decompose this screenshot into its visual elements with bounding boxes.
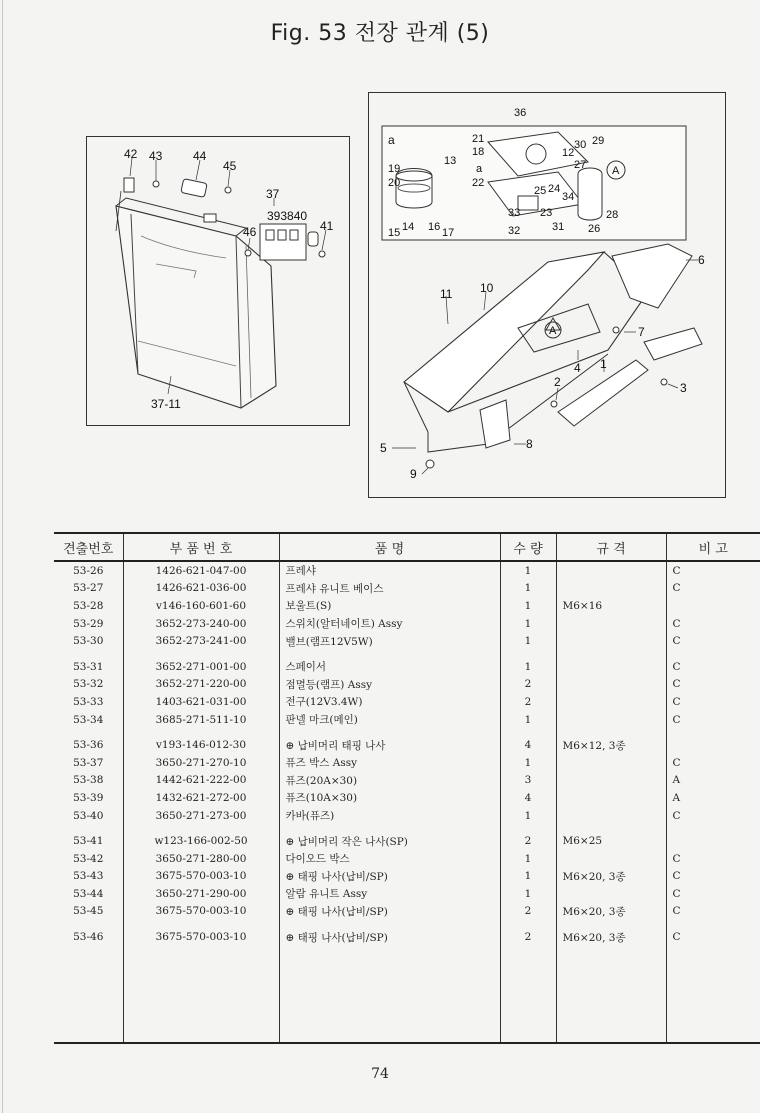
cell-part-no: w123-166-002-50 [123,832,279,850]
cell-ref: 53-41 [73,835,104,848]
inset-callout-36: 36 [514,107,527,119]
cell-remark: C [666,580,760,598]
cell-remark: C [666,561,760,580]
inset-callout-34: 34 [562,191,575,203]
callout-46: 46 [243,225,257,239]
inset-callout-17: 17 [442,227,455,239]
cell-part-no: 3685-271-511-10 [123,711,279,729]
cell-spec: M6×12, 3종 [556,736,666,754]
cell-qty: 1 [500,754,556,772]
cell-qty: 1 [500,711,556,729]
cell-remark [666,832,760,850]
inset-callout-22: 22 [472,177,485,189]
cell-name: 퓨즈 박스 Assy [279,754,500,772]
inset-callout-24: 24 [548,183,561,195]
cell-part-no: 3652-271-001-00 [123,658,279,676]
cell-spec: M6×20, 3종 [556,903,666,921]
table-empty-space [54,946,760,1043]
callout-11: 11 [440,287,453,301]
callout-6: 6 [698,253,705,267]
header-quantity: 수 량 [500,533,556,561]
cell-qty: 2 [500,693,556,711]
cell-ref: 53-44 [73,887,104,900]
callout-8: 8 [526,437,533,451]
inset-callout-a: a [476,163,483,175]
cell-part-no: 1426-621-047-00 [123,561,279,580]
cell-ref: 53-26 [73,564,104,577]
cell-name: 카바(퓨즈) [279,807,500,825]
cell-spec [556,561,666,580]
cell-part-no: 3675-570-003-10 [123,868,279,886]
header-part-name: 품 명 [279,533,500,561]
cell-part-no: 3675-570-003-10 [123,903,279,921]
cell-spec [556,772,666,790]
cell-spec [556,789,666,807]
table-gap [54,650,760,658]
cell-name: 보울트(S) [279,597,500,615]
table-row [54,772,760,790]
cell-ref: 53-27 [73,582,104,595]
inset-callout-30: 30 [574,139,587,151]
cell-spec [556,676,666,694]
callout-3: 3 [680,381,687,395]
parts-table [54,532,760,1044]
cell-spec [556,711,666,729]
table-row [54,693,760,711]
cell-remark: C [666,754,760,772]
cell-qty: 1 [500,580,556,598]
cell-qty: 1 [500,597,556,615]
cell-name: 프레샤 유니트 베이스 [279,580,500,598]
cell-remark [666,736,760,754]
cell-qty: 2 [500,832,556,850]
cell-qty: 1 [500,658,556,676]
cell-ref: 53-37 [73,756,104,769]
cell-qty: 2 [500,903,556,921]
cell-qty: 2 [500,676,556,694]
cell-remark: A [666,772,760,790]
inset-callout-32: 32 [508,225,521,237]
cell-part-no: 1403-621-031-00 [123,693,279,711]
figure-title: Fig. 53 전장 관계 (5) [270,21,490,46]
cell-remark: C [666,676,760,694]
inset-callout-16: 16 [428,221,441,233]
cell-ref: 53-34 [73,713,104,726]
table-row [54,903,760,921]
callout-37: 37 [266,187,280,201]
table-header-row [54,533,760,561]
cell-part-no: 1426-621-036-00 [123,580,279,598]
inset-callout-25: 25 [534,185,547,197]
inset-callout-28: 28 [606,209,619,221]
inset-callout-19: 19 [388,163,401,175]
cell-spec [556,754,666,772]
cell-ref: 53-33 [73,695,104,708]
cell-ref: 53-39 [73,791,104,804]
cell-qty: 1 [500,868,556,886]
table-row [54,807,760,825]
cell-qty: 4 [500,789,556,807]
inset-callout-29: 29 [592,135,605,147]
inset-callout-15: 15 [388,227,401,239]
cell-ref: 53-45 [73,905,104,918]
cell-spec: M6×16 [556,597,666,615]
callout-39-38-40: 393840 [267,209,308,223]
marker-A-console: A [549,325,557,337]
cell-remark: C [666,903,760,921]
cell-ref: 53-32 [73,678,104,691]
cell-remark: C [666,868,760,886]
cell-spec: M6×25 [556,832,666,850]
inset-callout-23: 23 [540,207,553,219]
table-row [54,580,760,598]
table-row [54,597,760,615]
cell-spec [556,580,666,598]
inset-callout-21: 21 [472,133,485,145]
cell-name: 전구(12V3.4W) [279,693,500,711]
cell-remark: C [666,885,760,903]
cell-spec [556,632,666,650]
cell-part-no: 3652-273-240-00 [123,615,279,633]
cell-part-no: 3652-271-220-00 [123,676,279,694]
fuse-box-drawing [86,136,350,426]
header-remarks: 비 고 [666,533,760,561]
cell-ref: 53-31 [73,660,104,673]
cell-name: ⊕ 납비머리 태핑 나사 [279,736,500,754]
cell-ref: 53-46 [73,931,104,944]
cell-name: ⊕ 납비머리 작은 나사(SP) [279,832,500,850]
cell-ref: 53-30 [73,635,104,648]
cell-name: ⊕ 태핑 나사(납비/SP) [279,928,500,946]
table-row [54,736,760,754]
cell-spec [556,807,666,825]
cell-spec: M6×20, 3종 [556,928,666,946]
table-row [54,832,760,850]
cell-qty: 2 [500,928,556,946]
inset-callout-14: 14 [402,221,415,233]
callout-45: 45 [223,159,237,173]
cell-ref: 53-28 [73,599,104,612]
cell-part-no: 3650-271-290-00 [123,885,279,903]
callout-44: 44 [193,149,207,163]
cell-remark: C [666,693,760,711]
cell-remark: C [666,615,760,633]
cell-ref: 53-29 [73,617,104,630]
cell-name: 스위치(알터네이트) Assy [279,615,500,633]
cell-name: 점멸등(램프) Assy [279,676,500,694]
cell-ref: 53-36 [73,739,104,752]
marker-A-inset: A [612,165,620,177]
cell-name: 다이오드 박스 [279,850,500,868]
callout-2: 2 [554,375,561,389]
inset-callout-31: 31 [552,221,565,233]
cell-spec [556,885,666,903]
cell-remark: C [666,807,760,825]
cell-name: 알람 유니트 Assy [279,885,500,903]
cell-ref: 53-43 [73,870,104,883]
callout-5: 5 [380,441,387,455]
cell-part-no: 3650-271-280-00 [123,850,279,868]
cell-ref: 53-38 [73,774,104,787]
cell-qty: 3 [500,772,556,790]
cell-qty: 1 [500,885,556,903]
cell-spec: M6×20, 3종 [556,868,666,886]
inset-label-a: a [388,133,395,147]
cell-name: 밸브(램프12V5W) [279,632,500,650]
cell-qty: 1 [500,615,556,633]
header-spec: 규 격 [556,533,666,561]
figure-right-console [368,92,726,498]
callout-1: 1 [600,357,607,371]
header-part-no: 부 품 번 호 [123,533,279,561]
cell-name: ⊕ 태핑 나사(납비/SP) [279,903,500,921]
table-row [54,632,760,650]
cell-name: ⊕ 태핑 나사(납비/SP) [279,868,500,886]
table-row [54,928,760,946]
callout-10: 10 [480,281,494,295]
cell-remark: C [666,632,760,650]
callout-42: 42 [124,147,138,161]
scan-edge [2,0,3,1113]
cell-name: 판넬 마크(메인) [279,711,500,729]
cell-part-no: 1432-621-272-00 [123,789,279,807]
table-gap [54,824,760,832]
cell-remark: A [666,789,760,807]
cell-part-no: 3675-570-003-10 [123,928,279,946]
cell-remark [666,597,760,615]
cell-part-no: v146-160-601-60 [123,597,279,615]
cell-qty: 1 [500,632,556,650]
callout-41: 41 [320,219,334,233]
cell-part-no: 3652-273-241-00 [123,632,279,650]
cell-ref: 53-40 [73,809,104,822]
table-row [54,754,760,772]
inset-callout-20: 20 [388,177,401,189]
cell-part-no: 3650-271-273-00 [123,807,279,825]
callout-43: 43 [149,149,163,163]
table-gap [54,728,760,736]
cell-spec [556,850,666,868]
cell-spec [556,658,666,676]
callout-4: 4 [574,361,581,375]
table-row [54,561,760,580]
table-row [54,711,760,729]
inset-callout-12: 12 [562,147,575,159]
console-drawing [368,92,726,498]
cell-part-no: 3650-271-270-10 [123,754,279,772]
header-ref-no: 견출번호 [54,533,123,561]
cell-qty: 1 [500,807,556,825]
cell-name: 스페이서 [279,658,500,676]
table-row [54,676,760,694]
cell-qty: 1 [500,850,556,868]
table-row [54,850,760,868]
table-row [54,789,760,807]
cell-name: 퓨즈(10A×30) [279,789,500,807]
table-row [54,868,760,886]
table-row [54,615,760,633]
callout-7: 7 [638,325,645,339]
cell-part-no: 1442-621-222-00 [123,772,279,790]
cell-remark: C [666,711,760,729]
inset-callout-13: 13 [444,155,457,167]
cell-remark: C [666,658,760,676]
cell-name: 프레샤 [279,561,500,580]
table-gap [54,920,760,928]
page-number: 74 [371,1066,389,1082]
inset-callout-27: 27 [574,159,587,171]
inset-callout-18: 18 [472,146,485,158]
cell-part-no: v193-146-012-30 [123,736,279,754]
inset-callout-26: 26 [588,223,601,235]
callout-37-11: 37-11 [151,397,181,411]
inset-callout-33: 33 [508,207,521,219]
figure-left-fuse-box [86,136,350,426]
cell-spec [556,615,666,633]
table-row [54,658,760,676]
cell-qty: 4 [500,736,556,754]
table-row [54,885,760,903]
cell-name: 퓨즈(20A×30) [279,772,500,790]
cell-spec [556,693,666,711]
cell-remark: C [666,928,760,946]
cell-qty: 1 [500,561,556,580]
cell-remark: C [666,850,760,868]
cell-ref: 53-42 [73,852,104,865]
callout-9: 9 [410,467,417,481]
